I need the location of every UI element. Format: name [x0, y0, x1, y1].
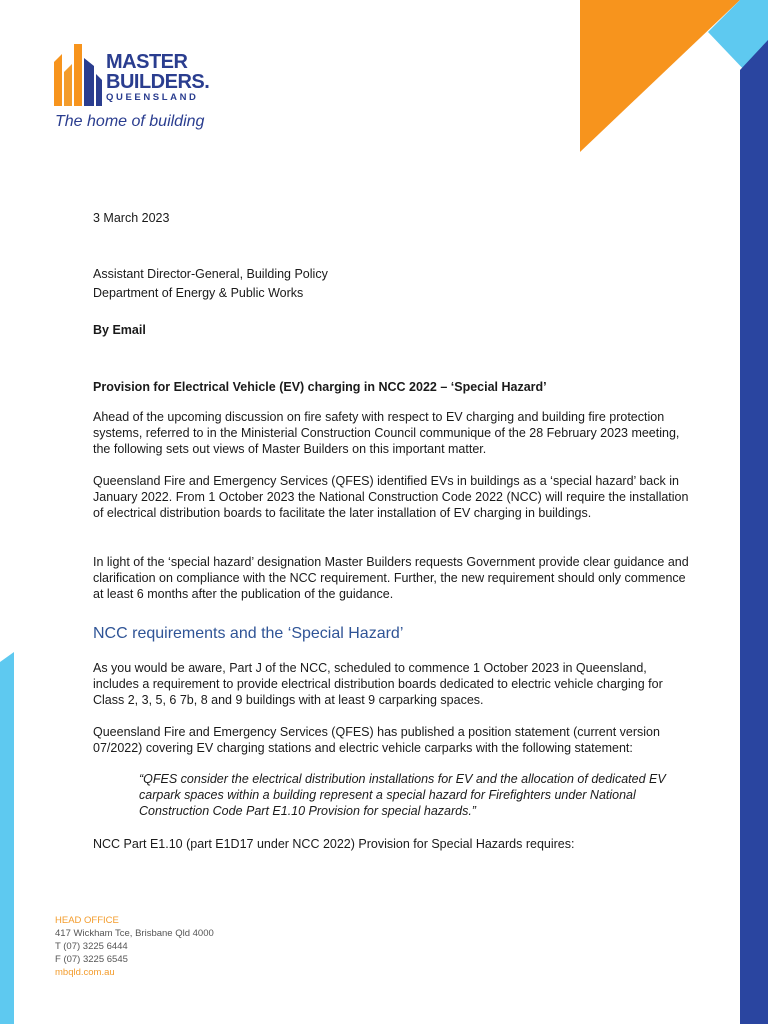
- qfes-quote: “QFES consider the electrical distribution installations for EV and the allocation of dedicated EV carpark spaces within a building represent a special hazard for Firefighters under National Construction Code Part E1.10 Provision for special hazards.”: [139, 772, 666, 818]
- footer-fax: F (07) 3225 6545: [55, 954, 128, 965]
- footer-contact: [55, 914, 214, 979]
- footer-website[interactable]: mbqld.com.au: [55, 967, 115, 978]
- paragraph-1: Ahead of the upcoming discussion on fire safety with respect to EV charging and building fire protection systems, referred to in the Ministerial Construction Council communique of the 28 February 2023 meeting, the following sets out views of Master Builders on this important matter.: [93, 410, 680, 456]
- tagline: The home of building: [55, 113, 205, 130]
- footer-phone: T (07) 3225 6444: [55, 941, 128, 952]
- paragraph-4: As you would be aware, Part J of the NCC, scheduled to commence 1 October 2023 in Queensland, includes a requirement to provide electrical distribution boards dedicated to electric vehicle charging for Class 2, 3, 5, 6 7b, 8 and 9 buildings with at least 9 carparking spaces.: [93, 661, 663, 707]
- paragraph-3: In light of the ‘special hazard’ designation Master Builders requests Government provide clear guidance and clarification on compliance with the NCC requirement. Further, the new requirement should only commence at least 6 months after the publication of the guidance.: [93, 555, 689, 601]
- paragraph-6: NCC Part E1.10 (part E1D17 under NCC 2022) Provision for Special Hazards requires:: [93, 837, 575, 851]
- orange-triangle: [580, 0, 740, 152]
- recipient-line-1: Assistant Director-General, Building Policy: [93, 267, 328, 281]
- delivery-method: By Email: [93, 323, 146, 337]
- letter-subject: Provision for Electrical Vehicle (EV) charging in NCC 2022 – ‘Special Hazard’: [93, 380, 547, 394]
- paragraph-2: Queensland Fire and Emergency Services (QFES) identified EVs in buildings as a ‘special hazard’ back in January 2022. From 1 October 2023 the National Construction Code 2022 (NCC) will require the installation of electrical distribution boards to facilitate the later installation of EV charging in buildings.: [93, 474, 689, 520]
- logo-line-master: MASTER: [106, 51, 188, 73]
- logo-line-builders: BUILDERS.: [106, 71, 210, 93]
- paragraph-5: Queensland Fire and Emergency Services (QFES) has published a position statement (current version 07/2022) covering EV charging stations and electric vehicle carparks with the following statement:: [93, 725, 660, 755]
- logo-wordmark: [106, 52, 209, 104]
- footer-label: HEAD OFFICE: [55, 915, 119, 926]
- footer-address: 417 Wickham Tce, Brisbane Qld 4000: [55, 928, 214, 939]
- logo-mark-icon: [54, 44, 102, 106]
- letter-date: 3 March 2023: [93, 211, 170, 225]
- recipient-line-2: Department of Energy & Public Works: [93, 286, 304, 300]
- section-heading: NCC requirements and the ‘Special Hazard’: [93, 625, 404, 642]
- left-edge-graphic: [0, 652, 14, 1024]
- blue-vertical-bar: [740, 40, 768, 1024]
- logo-line-queensland: QUEENSLAND: [106, 92, 199, 103]
